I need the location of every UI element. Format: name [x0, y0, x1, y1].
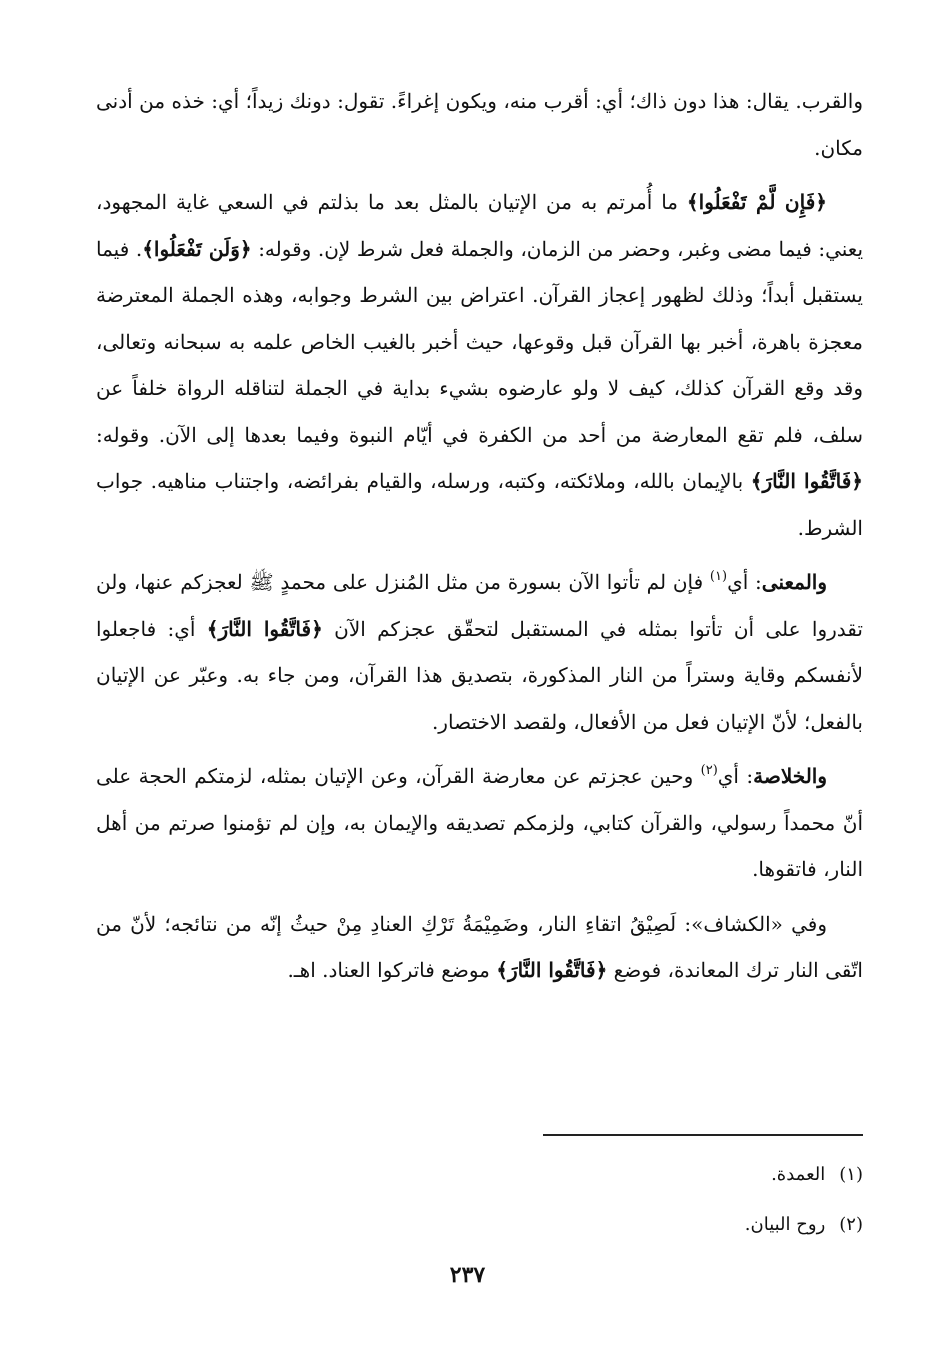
paragraph-2	[96, 179, 863, 551]
footnote-number: (١)	[839, 1164, 863, 1185]
footnote-divider	[543, 1134, 863, 1136]
footnote-ref[interactable]: (١)	[709, 569, 728, 584]
footnote-item	[745, 1150, 863, 1200]
quran-quote: ﴿فَاتَّقُوا النَّارَ﴾	[750, 469, 863, 493]
paragraph-text: موضع فاتركوا العناد. اهـ.	[287, 958, 497, 982]
quran-quote: ﴿فَإِن لَّمْ تَفْعَلُوا﴾	[686, 190, 827, 214]
paragraph-text: : أي	[717, 764, 754, 788]
footnote-text: العمدة.	[771, 1164, 826, 1185]
footnote-text: روح البيان.	[744, 1214, 826, 1235]
quran-quote: ﴿فَاتَّقُوا النَّارَ﴾	[496, 958, 608, 982]
footnotes	[745, 1150, 863, 1250]
page-number: ٢٣٧	[449, 1262, 486, 1288]
paragraph-text: والقرب. يقال: هذا دون ذاك؛ أي: أقرب منه، ويكون إغراءً. تقول: دونك زيداً؛ أي: خذه من أدنى مكان.	[96, 89, 863, 160]
paragraph-1	[96, 78, 863, 171]
footnote-number: (٢)	[839, 1214, 863, 1235]
footnote-ref[interactable]: (٢)	[700, 763, 718, 778]
paragraph-text: . فيما يستقبل أبداً؛ وذلك لظهور إعجاز القرآن. اعتراض بين الشرط وجوابه، وهذه الجملة المعترضة معجزة باهرة، أخبر بها القرآن قبل وقوعها، حيث أخبر بالغيب الخاص علمه به سبحانه وتعالى، وقد وقع القرآن كذلك، كيف لا ولو عارضوه بشيء بداية في الجملة لتناقله الرواة خلفاً عن سلف، فلم تقع المعارضة من أحد من الكفرة في أيّام النبوة وفيما بعدها إلى الآن. وقوله:	[96, 236, 863, 447]
paragraph-3	[96, 559, 863, 745]
paragraph-5	[96, 901, 863, 994]
paragraph-text: أي: فاجعلوا لأنفسكم وقاية وستراً من النار المذكورة، بتصديق هذا القرآن، ومن جاء به. وعبّر عن الإتيان بالفعل؛ لأنّ الإتيان فعل من الأفعال، ولقصد الاختصار.	[96, 616, 863, 734]
paragraph-text: ما أُمرتم به من الإتيان بالمثل بعد ما بذلتم في السعي غاية المجهود، يعني: فيما مضى وغبر، وحضر من الزمان، والجملة فعل شرط لإن. وقوله:	[96, 190, 864, 261]
paragraph-4	[96, 753, 863, 893]
section-term: والخلاصة	[753, 764, 827, 788]
section-term: والمعنى	[761, 570, 828, 594]
quran-quote: ﴿فَاتَّقُوا النَّارَ﴾	[206, 616, 323, 641]
main-text	[96, 78, 863, 994]
paragraph-text: وحين عجزتم عن معارضة القرآن، وعن الإتيان بمثله، لزمتكم الحجة على أنّ محمداً رسولي، والقرآن كتابي، ولزمكم تصديقه والإيمان به، وإن لم تؤمنوا صرتم من أهل النار، فاتقوها.	[96, 764, 863, 881]
paragraph-text: فإن لم تأتوا الآن بسورة من مثل المُنزل على محمدٍ ﷺ لعجزكم عنها، ولن تقدروا على أن تأتوا بمثله في المستقبل لتحقّق عجزكم الآن	[96, 570, 863, 641]
paragraph-text: : أي	[727, 570, 762, 594]
footnote-item	[745, 1200, 863, 1250]
paragraph-text: وفي «الكشاف»: لَصِيْقُ اتقاءِ النار، وضَمِيْمَةُ تَرْكِ العنادِ مِنْ حيثُ إنّه من نتائجه؛ لأنّ من اتّقى النار ترك المعاندة، فوضع	[96, 911, 863, 982]
paragraph-text: بالإيمان بالله، وملائكته، وكتبه، ورسله، والقيام بفرائضه، واجتناب مناهيه. جواب الشرط.	[96, 469, 863, 540]
quran-quote: ﴿وَلَن تَفْعَلُوا﴾	[142, 236, 252, 261]
